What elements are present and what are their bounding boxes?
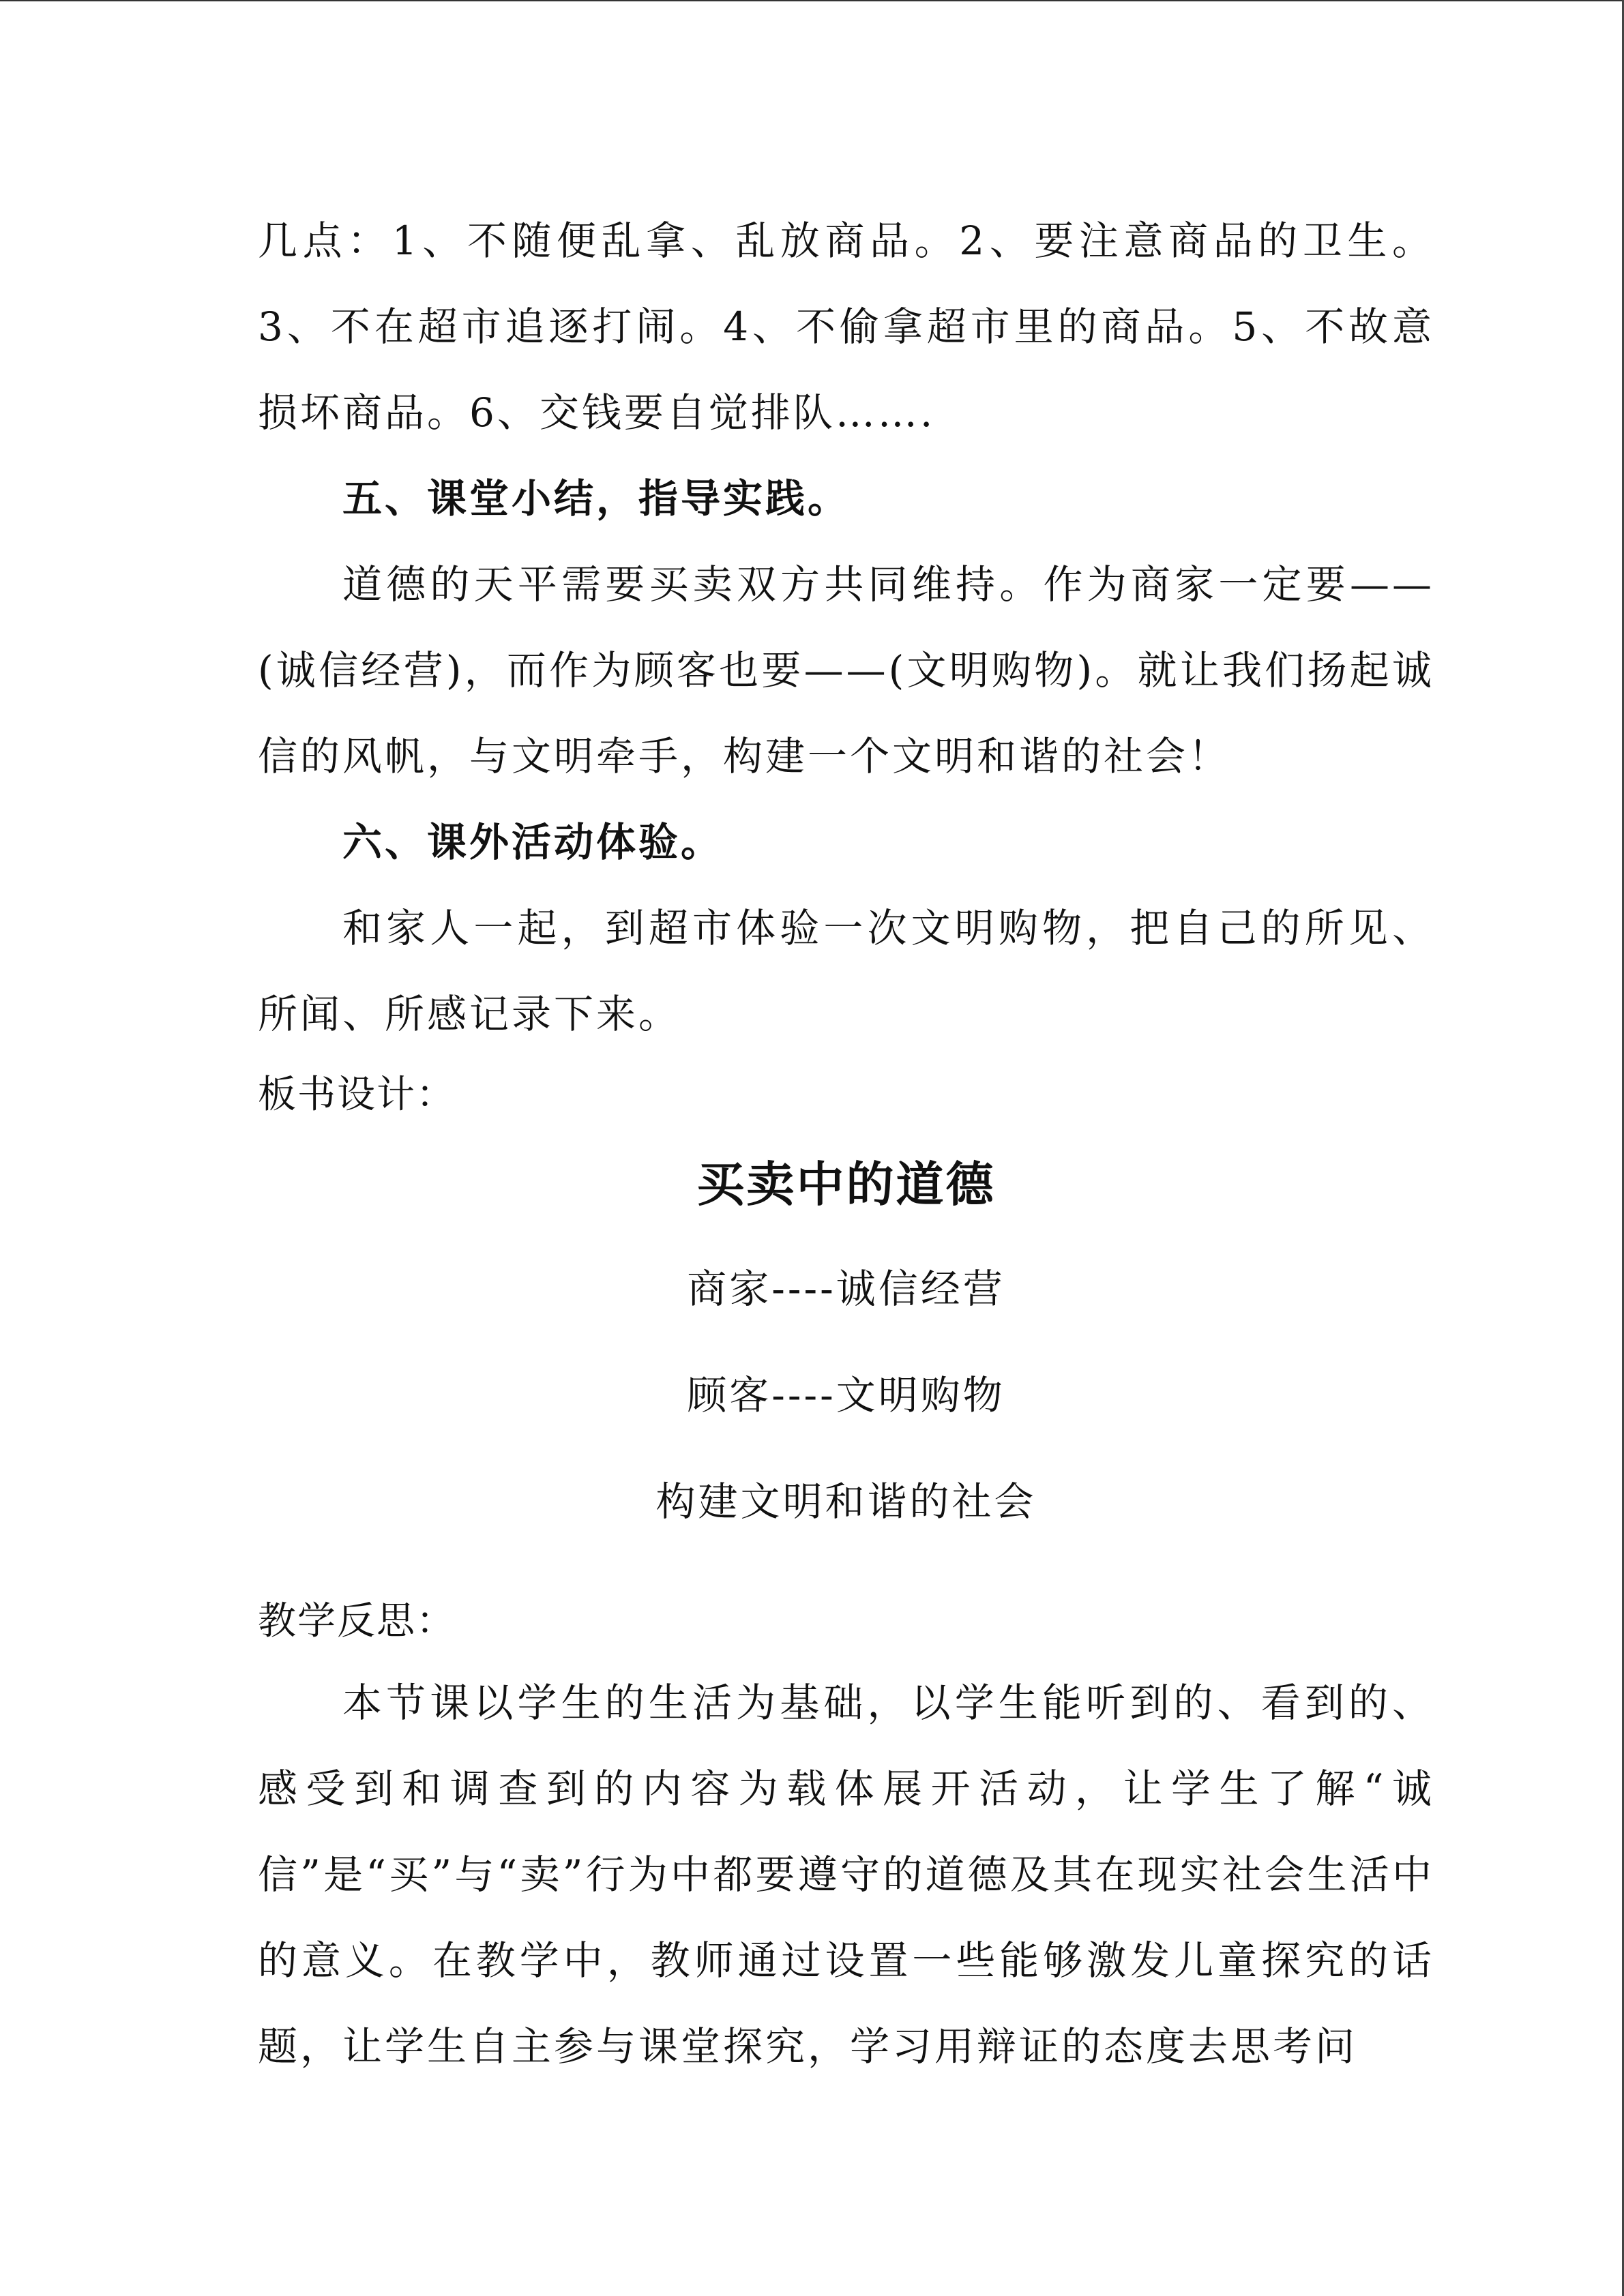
reflection-label: 教学反思： (258, 1599, 456, 1643)
document-body (258, 198, 1434, 2089)
section-6-body: 和家人一起，到超市体验一次文明购物，把自己的所见、所闻、所感记录下来。 (258, 905, 1434, 1037)
board-design (258, 1133, 1434, 1555)
section-5-heading: 五、课堂小结，指导实践。 (342, 475, 851, 522)
board-design-label: 板书设计： (258, 1073, 456, 1117)
reflection-body: 本节课以学生的生活为基础，以学生能听到的、看到的、感受到和调查到的内容为载体展开活动，让学生了解“诚信”是“买”与“卖”行为中都要遵守的道德及其在现实社会生活中的意义。在教学中，教师通过设置一些能够激发儿童探究的话题，让学生自主参与课堂探究，学习用辩证的态度去思考问 (258, 1680, 1434, 2070)
section-6-heading: 六、课外活动体验。 (342, 819, 724, 865)
board-line-society: 构建文明和谐的社会 (655, 1478, 1037, 1525)
board-title: 买卖中的道德 (696, 1157, 996, 1212)
board-line-merchant: 商家----诚信经营 (687, 1266, 1005, 1312)
board-line-customer: 顾客----文明购物 (687, 1372, 1005, 1418)
rules-paragraph: 几点：1、不随便乱拿、乱放商品。2、要注意商品的卫生。3、不在超市追逐打闹。4、不偷拿超市里的商品。5、不故意损坏商品。6、交钱要自觉排队……. (258, 218, 1434, 436)
section-5-body: 道德的天平需要买卖双方共同维持。作为商家一定要——(诚信经营)，而作为顾客也要——(文明购物)。就让我们扬起诚信的风帆，与文明牵手，构建一个文明和谐的社会！ (258, 561, 1434, 779)
page-top-border (0, 0, 1624, 1)
